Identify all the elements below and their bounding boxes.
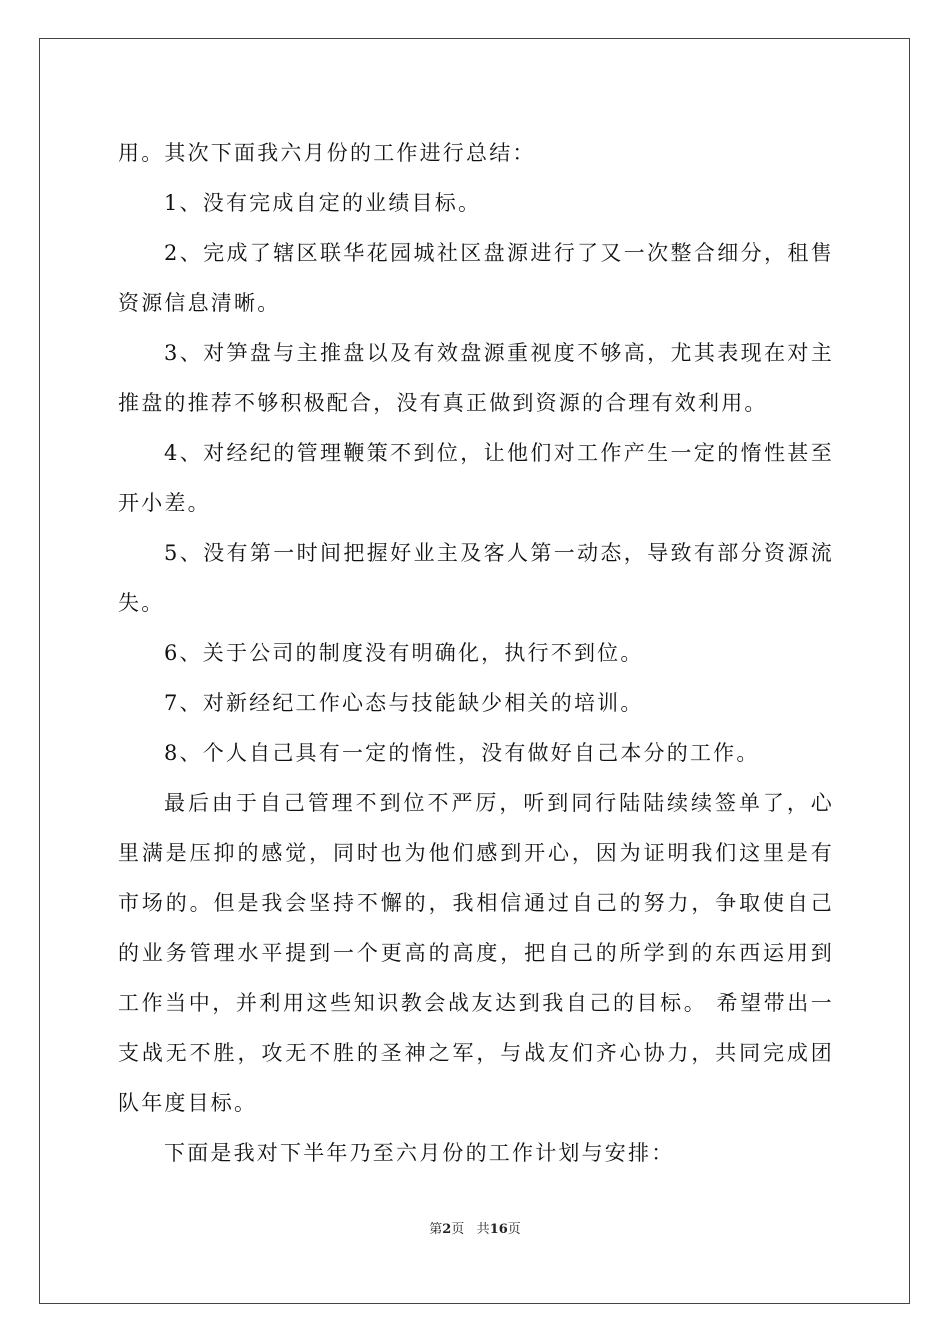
paragraph: 6、关于公司的制度没有明确化，执行不到位。	[164, 641, 644, 665]
page-number: 2	[442, 1222, 452, 1237]
total-unit: 页	[507, 1222, 521, 1237]
document-body	[118, 128, 834, 1178]
paragraph: 1、没有完成自定的业绩目标。	[164, 191, 482, 215]
paragraph: 2、完成了辖区联华花园城社区盘源进行了又一次整合细分，租售资源信息清晰。	[118, 241, 834, 315]
page-footer	[0, 1218, 950, 1237]
paragraph: 用。其次下面我六月份的工作进行总结：	[118, 141, 536, 165]
paragraph: 4、对经纪的管理鞭策不到位，让他们对工作产生一定的惰性甚至开小差。	[118, 441, 834, 515]
total-prefix: 共	[476, 1222, 490, 1237]
paragraph: 7、对新经纪工作心态与技能缺少相关的培训。	[164, 691, 644, 715]
paragraph: 8、个人自己具有一定的惰性，没有做好自己本分的工作。	[164, 741, 760, 765]
page-unit: 页	[451, 1222, 465, 1237]
paragraph: 3、对笋盘与主推盘以及有效盘源重视度不够高，尤其表现在对主推盘的推荐不够积极配合，没有真正做到资源的合理有效利用。	[118, 341, 834, 415]
paragraph: 5、没有第一时间把握好业主及客人第一动态，导致有部分资源流失。	[118, 541, 834, 615]
paragraph: 最后由于自己管理不到位不严厉，听到同行陆陆续续签单了，心里满是压抑的感觉，同时也为他们感到开心，因为证明我们这里是有市场的。但是我会坚持不懈的，我相信通过自己的努力，争取使自己的业务管理水平提到一个更高的高度，把自己的所学到的东西运用到工作当中，并利用这些知识教会战友达到我自己的目标。 希望带出一支战无不胜，攻无不胜的圣神之军，与战友们齐心协力，共同完成团队年度目标。	[118, 791, 834, 1115]
paragraph: 下面是我对下半年乃至六月份的工作计划与安排：	[164, 1141, 675, 1165]
page-prefix: 第	[429, 1222, 443, 1237]
total-pages: 16	[489, 1222, 508, 1237]
